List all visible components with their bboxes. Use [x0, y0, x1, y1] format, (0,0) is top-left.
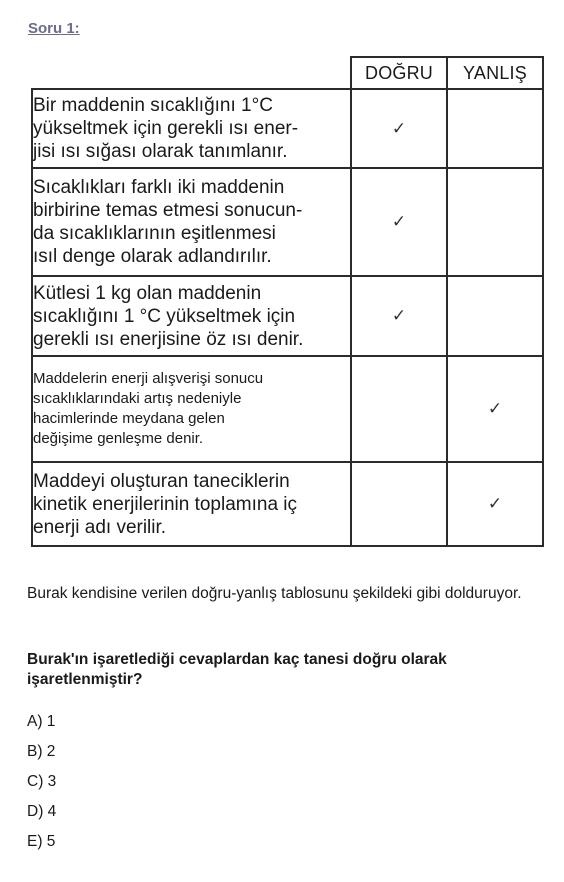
true-checkmark: ✓ [351, 276, 447, 356]
statement-line: yükseltmek için gerekli ısı ener- [33, 118, 299, 139]
answer-options [27, 712, 56, 862]
question-text: Burak'ın işaretlediği cevaplardan kaç tanesi doğru olarak işaretlenmiştir? [27, 651, 447, 688]
table-header-row [32, 57, 543, 89]
statement-cell [32, 168, 351, 276]
true-checkmark [351, 462, 447, 546]
table-row [32, 276, 543, 356]
table-row [32, 356, 543, 462]
statement-line: Maddeyi oluşturan taneciklerin [33, 470, 290, 492]
false-checkmark [447, 89, 543, 168]
question-number: Soru 1: [28, 20, 80, 37]
true-checkmark: ✓ [351, 168, 447, 276]
statement-line: ısıl denge olarak adlandırılır. [33, 246, 272, 267]
intro-text: Burak kendisine verilen doğru-yanlış tablosunu şekildeki gibi dolduruyor. [27, 585, 522, 602]
true-false-table [31, 56, 544, 547]
statement-line: enerji adı verilir. [33, 516, 167, 538]
false-checkmark: ✓ [447, 462, 543, 546]
statement-line: gerekli ısı enerjisine öz ısı denir. [33, 328, 304, 350]
option-a[interactable]: A) 1 [27, 713, 56, 730]
table-row [32, 462, 543, 546]
false-checkmark: ✓ [447, 356, 543, 462]
statement-cell [32, 276, 351, 356]
statement-line: hacimlerinde meydana gelen [33, 410, 225, 427]
statement-line: Maddelerin enerji alışverişi sonucu [33, 370, 264, 387]
statement-cell [32, 89, 351, 168]
statement-line: Sıcaklıkları farklı iki maddenin [33, 177, 285, 198]
statement-line: jisi ısı sığası olarak tanımlanır. [33, 141, 288, 162]
statement-cell [32, 462, 351, 546]
statement-line: da sıcaklıklarının eşitlenmesi [33, 223, 276, 244]
false-checkmark [447, 276, 543, 356]
header-true: DOĞRU [351, 57, 447, 89]
header-false: YANLIŞ [447, 57, 543, 89]
statement-line: sıcaklığını 1 °C yükseltmek için [33, 305, 296, 327]
table-header-blank [32, 57, 351, 89]
statement-line: Kütlesi 1 kg olan maddenin [33, 282, 262, 304]
statement-line: Bir maddenin sıcaklığını 1°C [33, 95, 273, 116]
table-row [32, 168, 543, 276]
statement-line: birbirine temas etmesi sonucun- [33, 200, 303, 221]
statement-line: kinetik enerjilerinin toplamına iç [33, 493, 298, 515]
false-checkmark [447, 168, 543, 276]
statement-line: değişime genleşme denir. [33, 430, 204, 447]
table-row [32, 89, 543, 168]
statement-line: sıcaklıklarındaki artış nedeniyle [33, 390, 242, 407]
option-b[interactable]: B) 2 [27, 743, 56, 760]
option-e[interactable]: E) 5 [27, 833, 56, 850]
true-checkmark [351, 356, 447, 462]
true-checkmark: ✓ [351, 89, 447, 168]
option-c[interactable]: C) 3 [27, 773, 57, 790]
option-d[interactable]: D) 4 [27, 803, 57, 820]
statement-cell [32, 356, 351, 462]
